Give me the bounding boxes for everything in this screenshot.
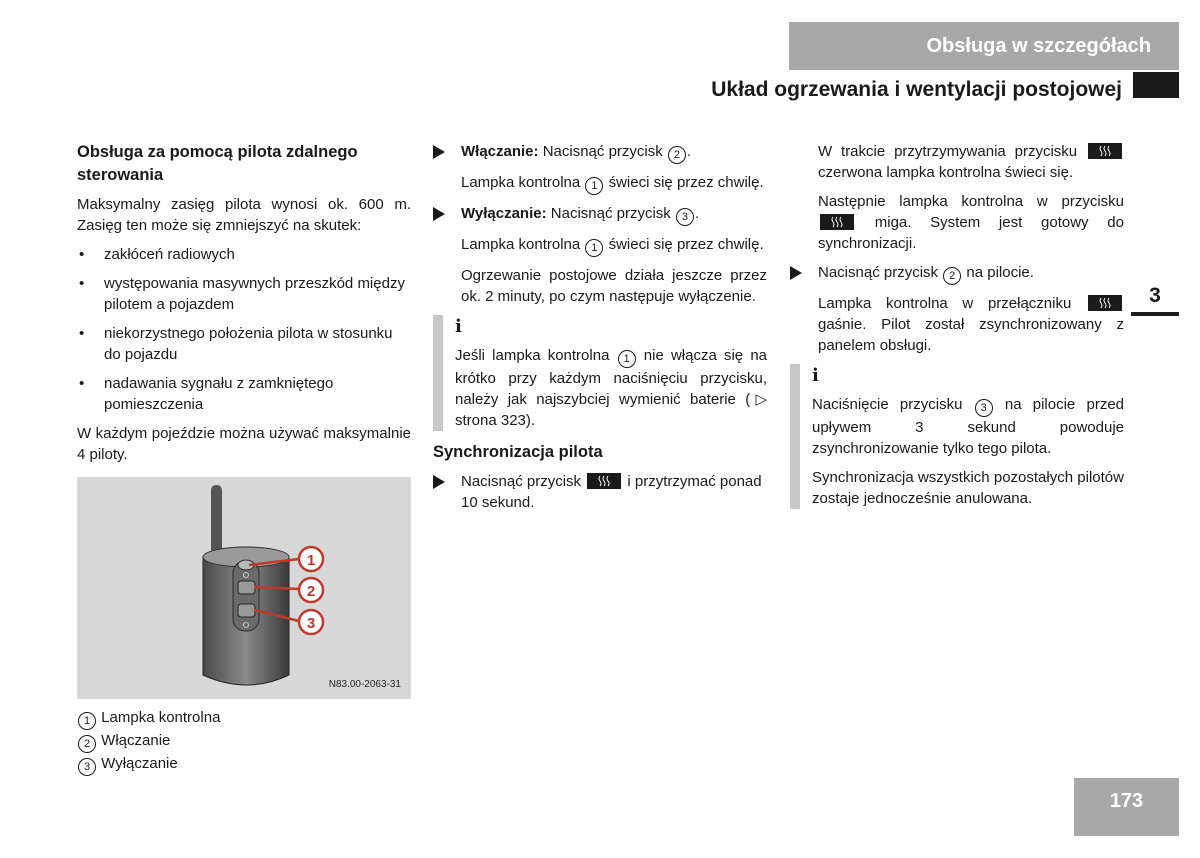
step-arrow-icon: [790, 266, 802, 280]
column-left: [77, 141, 411, 776]
note-bar: [433, 315, 443, 431]
off-runon-text: Ogrzewanie postojowe działa jeszcze przez ok. 2 minuty, po czym następuje wyłączenie.: [461, 267, 767, 305]
remote-heading: Obsługa za pomocą pilota zdalnego sterowania: [77, 143, 358, 184]
on-button-shape: [238, 581, 255, 594]
legend-number: 3: [78, 758, 96, 776]
step-label: Włączanie:: [461, 143, 539, 160]
legend-label: Wyłączanie: [101, 755, 178, 772]
note-bar: [790, 364, 800, 509]
sync-ready-text: Następnie lampka kontrolna w przycisku miga. System jest gotowy do synchronizacji.: [818, 193, 1124, 252]
step-arrow-icon: [433, 475, 445, 489]
range-factors-list: [77, 244, 411, 415]
legend-number: 1: [78, 712, 96, 730]
legend-number: 2: [78, 735, 96, 753]
chapter-marker-block: [1133, 72, 1179, 98]
sync-note: [790, 364, 1124, 509]
off-lamp-text: Lampka kontrolna 1 świeci się przez chwilę.: [433, 234, 767, 257]
list-item: • występowania masywnych przeszkód między pilotem a pojazdem: [77, 273, 411, 315]
on-lamp-text: Lampka kontrolna 1 świeci się przez chwilę.: [433, 172, 767, 195]
callout-3: [299, 610, 323, 634]
legend-label: Włączanie: [101, 732, 171, 749]
step-press-remote: Nacisnąć przycisk 2 na pilocie.: [790, 262, 1124, 285]
ref-number: 2: [668, 146, 686, 164]
battery-note: [433, 315, 767, 431]
page-number: 173: [1074, 778, 1179, 836]
sync-hold-text: W trakcie przytrzymywania przycisku czerwona lampka kontrolna świeci się.: [790, 141, 1124, 183]
heater-button-icon: [587, 473, 621, 489]
ref-number: 3: [975, 399, 993, 417]
sync-note-text-2: Synchronizacja wszystkich pozostałych pilotów zostaje jednocześnie anulowana.: [812, 469, 1124, 507]
callout-1-label: 1: [306, 552, 316, 569]
list-item: • nadawania sygnału z zamkniętego pomieszczenia: [77, 373, 411, 415]
ref-number: 2: [943, 267, 961, 285]
step-sync-hold: Nacisnąć przycisk i przytrzymać ponad 10 sekund.: [433, 471, 767, 513]
chapter-tab: 3: [1131, 282, 1179, 316]
legend-item: [77, 753, 411, 776]
callout-3-label: 3: [306, 615, 316, 632]
list-item: • zakłóceń radiowych: [77, 244, 411, 265]
sync-heading: Synchronizacja pilota: [433, 443, 603, 461]
step-arrow-icon: [433, 207, 445, 221]
step-label: Wyłączanie:: [461, 205, 547, 222]
button-panel: [233, 561, 259, 631]
legend-item: [77, 707, 411, 730]
chapter-title: Układ ogrzewania i wentylacji postojowej: [711, 78, 1122, 101]
ref-number: 1: [585, 177, 603, 195]
step-arrow-icon: [433, 145, 445, 159]
legend-label: Lampka kontrolna: [101, 709, 221, 726]
antenna: [211, 485, 222, 555]
sync-done-text: Lampka kontrolna w przełączniku gaśnie. Pilot został zsynchronizowany z panelem obsługi.: [818, 295, 1124, 354]
remote-control-illustration: [77, 477, 411, 699]
page-ref-arrow-icon: ▷: [750, 391, 767, 408]
step-switch-on: Włączanie: Nacisnąć przycisk 2 .: [433, 141, 767, 164]
callout-2: [299, 578, 323, 602]
ref-number: 1: [585, 239, 603, 257]
battery-note-text: Jeśli lampka kontrolna 1 nie włącza się na krótko przy każdym naciśnięciu przycisku, należy jak najszybciej wymienić baterie (▷ strona 323).: [455, 347, 768, 429]
list-item: • niekorzystnego położenia pilota w stosunku do pojazdu: [77, 323, 411, 365]
heater-button-icon: [1088, 295, 1122, 311]
legend-item: [77, 730, 411, 753]
sync-note-text-1: Naciśnięcie przycisku 3 na pilocie przed upływem 3 sekund powoduje zsynchronizowanie tylko tego pilota.: [812, 396, 1125, 457]
callout-2-label: 2: [306, 583, 316, 600]
section-banner: Obsługa w szczegółach: [789, 22, 1179, 70]
callout-1: [299, 547, 323, 571]
info-icon: i: [455, 316, 462, 337]
ref-number: 1: [618, 350, 636, 368]
figure-legend: [77, 707, 411, 776]
ref-number: 3: [676, 208, 694, 226]
step-switch-off: Wyłączanie: Nacisnąć przycisk 3 .: [433, 203, 767, 226]
heater-button-icon: [1088, 143, 1122, 159]
max-remotes-text: W każdym pojeździe można używać maksymalnie 4 piloty.: [77, 425, 411, 463]
figure-code: N83.00-2063-31: [328, 679, 401, 690]
off-button-shape: [238, 604, 255, 617]
range-intro: Maksymalny zasięg pilota wynosi ok. 600 m. Zasięg ten może się zmniejszyć na skutek:: [77, 196, 411, 234]
column-right: [790, 141, 1124, 519]
info-icon: i: [812, 365, 819, 386]
column-middle: [433, 141, 767, 521]
remote-control-figure: [77, 477, 411, 699]
heater-button-icon: [820, 214, 854, 230]
